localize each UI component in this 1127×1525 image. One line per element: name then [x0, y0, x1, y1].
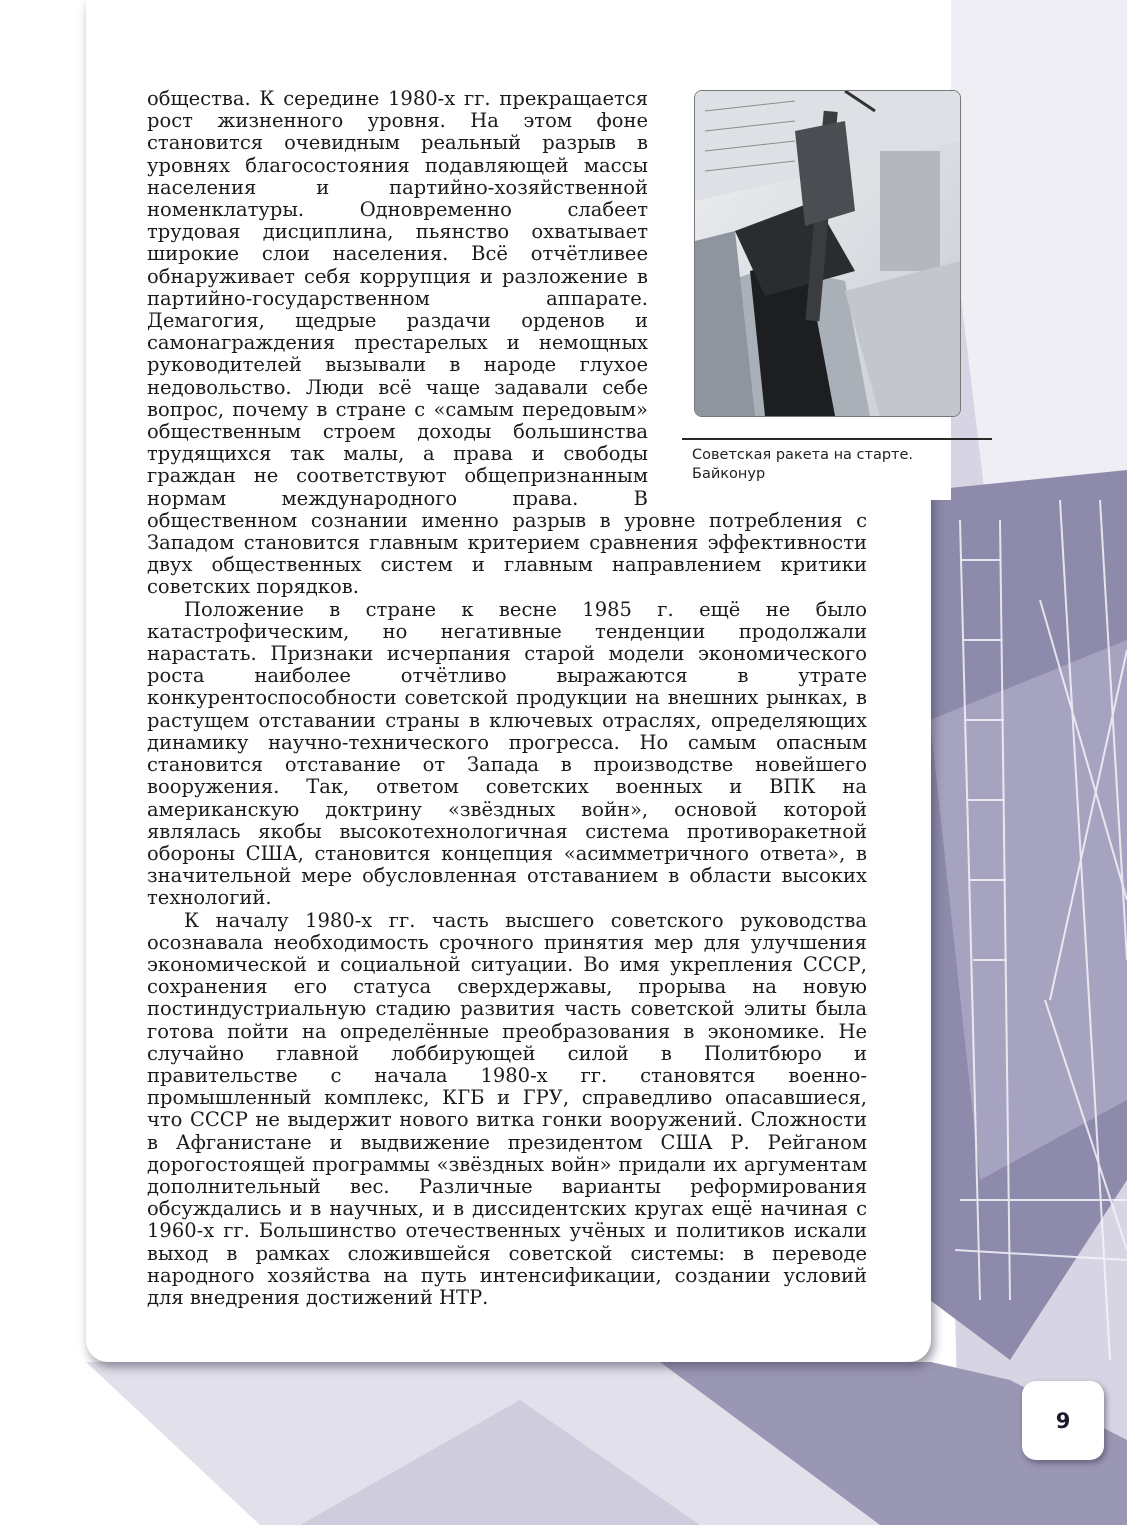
figure-wrap-spacer	[648, 88, 867, 490]
paragraph-1: общества. К середине 1980-х гг. прекращается рост жизненного уровня. На этом фоне становится очевидным реальный разрыв в уровнях благосостояния подавляющей массы населения и партийно-хозяйственной номенклатуры. Одновременно слабеет трудовая дисциплина, пьянство охватывает широкие слои населения. Всё отчётливее обнаруживает себя коррупция и разложение в партийно-государственном аппарате. Демагогия, щедрые раздачи орденов и самонаграждения престарелых и немощных руководителей вызывали в народе глухое недовольство. Люди всё чаще задавали себе вопрос, почему в стране с «самым передовым» общественным строем доходы большинства трудящихся так малы, а права и свободы граждан не соответствуют общепризнанным нормам международного права. В общественном сознании именно разрыв в уровне потребления с Западом становится главным критерием сравнения эффективности двух общественных систем и главным направлением критики советских порядков.	[147, 87, 867, 599]
caption-line-2: Байконур	[692, 466, 766, 482]
page-number: 9	[1022, 1381, 1104, 1460]
caption-line-1: Советская ракета на старте.	[692, 447, 914, 463]
paragraph-3: К началу 1980-х гг. часть высшего советского руководства осознавала необходимость срочного принятия мер для улучшения экономической и социальной ситуации. Во имя укрепления СССР, сохранения его статуса сверхдержавы, прорыва на новую постиндустриальную стадию развития часть советской элиты была готова пойти на определённые преобразования в экономике. Не случайно главной лоббирующей силой в Политбюро и правительстве с начала 1980-х гг. становятся военно-промышленный комплекс, КГБ и ГРУ, справедливо опасавшиеся, что СССР не выдержит нового витка гонки вооружений. Сложности в Афганистане и выдвижение президентом США Р. Рейганом дорогостоящей программы «звёздных войн» придали их аргументам дополнительный вес. Различные варианты реформирования обсуждались и в научных, и в диссидентских кругах ещё начиная с 1960-х гг. Большинство отечественных учёных и политиков искали выход в рамках сложившейся советской системы: в переводе народного хозяйства на путь интенсификации, создании условий для внедрения достижений НТР.	[147, 908, 867, 1309]
paragraph-2: Положение в стране к весне 1985 г. ещё не было катастрофическим, но негативные тенденции продолжали нарастать. Признаки исчерпания старой модели экономического роста наиболее отчётливо выражаются в утрате конкурентоспособности советской продукции на внешних рынках, в растущем отставании страны в ключевых отраслях, определяющих динамику научно-технического прогресса. Но самым опасным становится отставание от Запада в производстве новейшего вооружения. Так, ответом советских военных и ВПК на американскую доктрину «звёздных войн», основой которой являлась якобы высокотехнологичная система противоракетной обороны США, становится концепция «асимметричного ответа», в значительной мере обусловленная отставанием в области высоких технологий.	[147, 597, 867, 910]
body-text	[147, 88, 867, 1309]
